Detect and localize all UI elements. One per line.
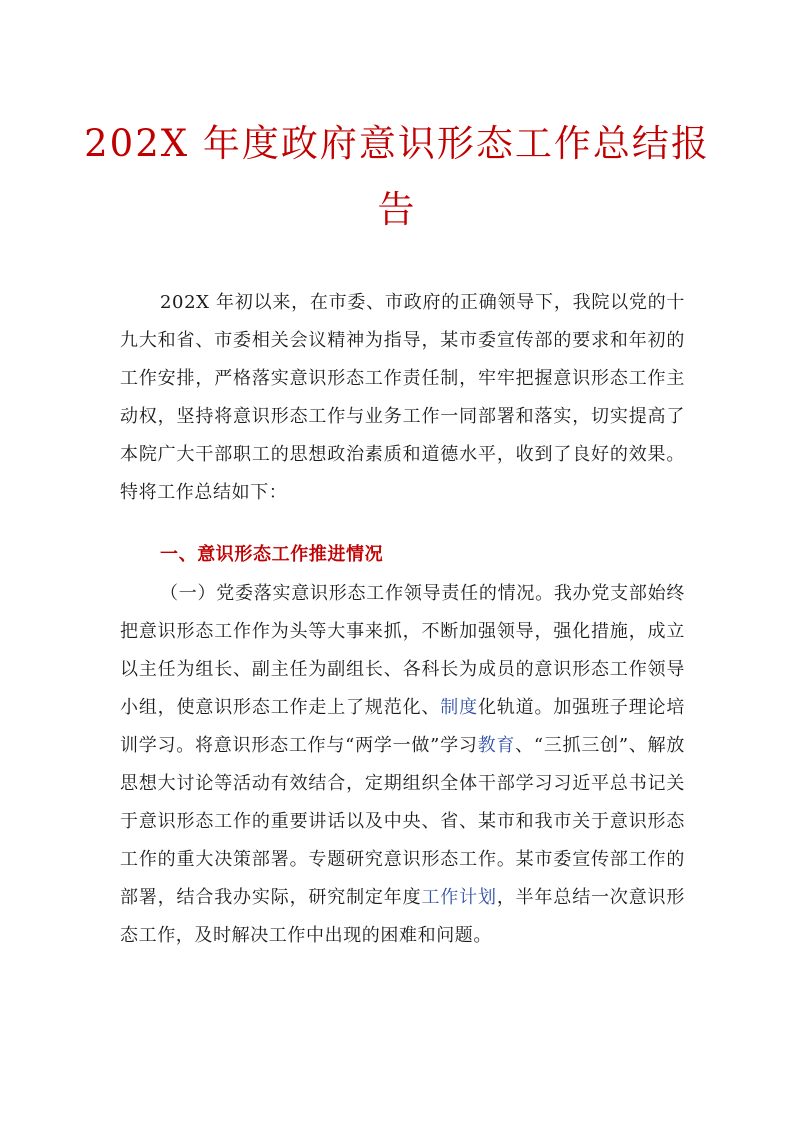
paragraph-text: （一）党委落实意识形态工作领导责任的情况。我办党支部始终把意识形态工作作为头等大事来抓，不断加强领导，强化措施，成立以主任为组长、副主任为副组长、各科长为成员的意识形态工作领导小组，使意识形态工作走上了规范化、 bbox=[120, 583, 685, 718]
link-gongzuo-jihua[interactable]: 工作计划 bbox=[421, 887, 497, 908]
document-title-line1: 202X 年度政府意识形态工作总结报 bbox=[84, 122, 710, 165]
paragraph-text: 、“三抓三创”、解放思想大讨论等活动有效结合，定期组织全体干部学习习近平总书记关于意识形态工作的重要讲话以及中央、省、某市和我市关于意识形态工作的重大决策部署。专题研究意识形态工作。某市委宣传部工作的部署，结合我办实际，研究制定年度 bbox=[120, 735, 686, 908]
paragraph-text: ，半年总结一次意识形态工作，及时解决工作中出现的困难和问题。 bbox=[120, 887, 685, 946]
section1-paragraph-1 bbox=[120, 575, 685, 955]
intro-paragraph: 202X 年初以来，在市委、市政府的正确领导下，我院以党的十九大和省、市委相关会议精神为指导，某市委宣传部的要求和年初的工作安排，严格落实意识形态工作责任制，牢牢把握意识形态工作主动权，坚持将意识形态工作与业务工作一同部署和落实，切实提高了本院广大干部职工的思想政治素质和道德水平，收到了良好的效果。特将工作总结如下： bbox=[120, 292, 685, 503]
paragraph-text: 化轨道。加强班子理论培训学习。将意识形态工作与“两学一做”学习 bbox=[120, 697, 685, 756]
document-title-line2: 告 bbox=[377, 188, 417, 231]
link-jiaoyu[interactable]: 教育 bbox=[477, 735, 516, 756]
section-heading-1: 一、意识形态工作推进情况 bbox=[160, 544, 384, 565]
link-zhidu[interactable]: 制度 bbox=[440, 697, 478, 718]
